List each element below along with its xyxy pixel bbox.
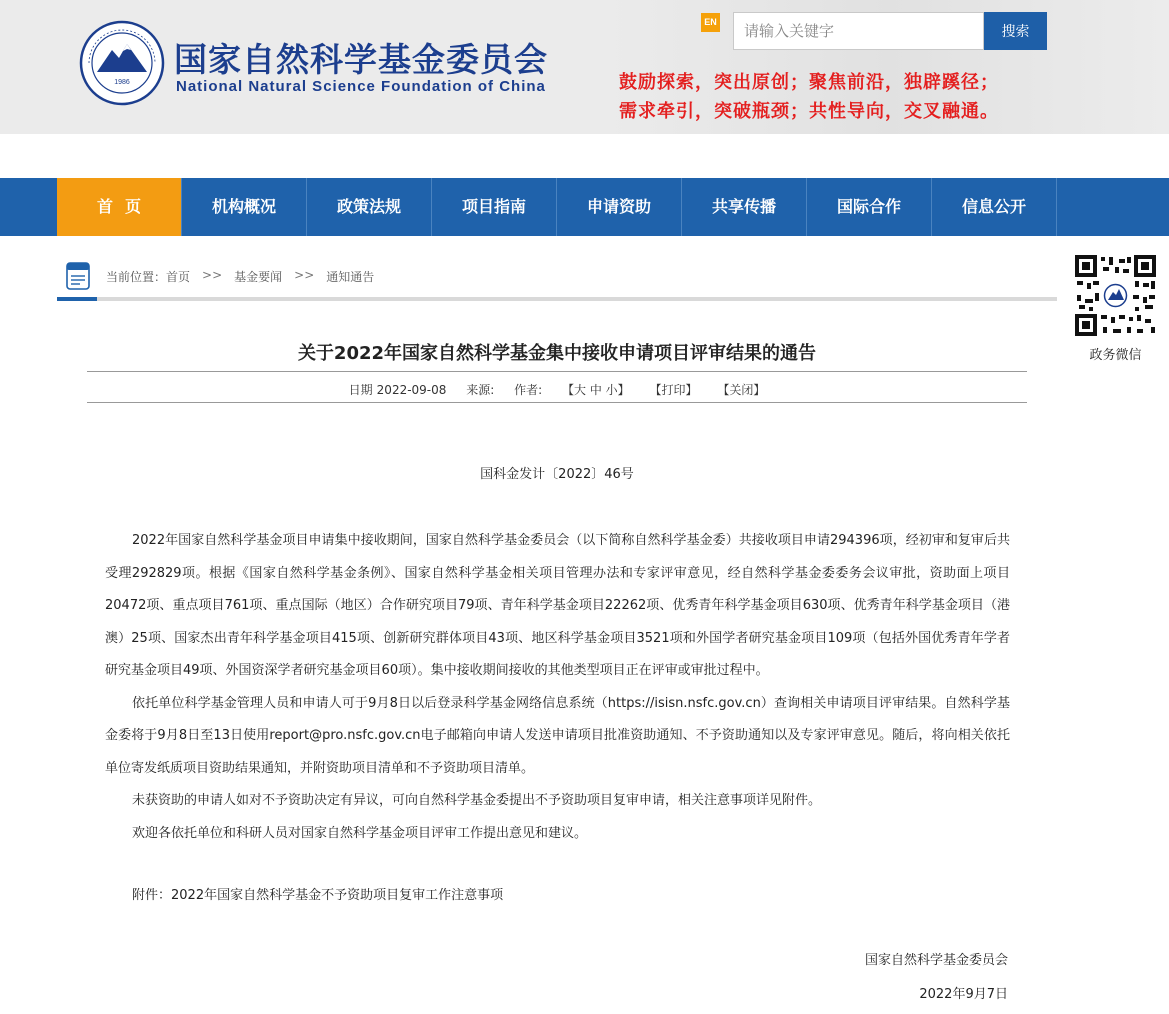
- nav-item-about[interactable]: 机构概况: [182, 178, 307, 236]
- breadcrumb-news[interactable]: 基金要闻: [234, 270, 283, 284]
- location-doc-icon: [66, 262, 90, 290]
- slogan-line-2: 需求牵引，突破瓶颈；共性导向，交叉融通。: [619, 101, 999, 122]
- search-button[interactable]: 搜索: [984, 12, 1047, 50]
- signature-date: 2022年9月7日: [919, 987, 1008, 1002]
- signature: 国家自然科学基金委员会: [864, 953, 1008, 968]
- emblem-year: 1986: [114, 79, 130, 86]
- wechat-qr-code-icon[interactable]: [1075, 255, 1156, 336]
- site-header: [0, 0, 1169, 134]
- qr-label: 政务微信: [1089, 348, 1142, 363]
- meta-author-label: 作者:: [514, 383, 543, 397]
- font-size-control[interactable]: 【大 中 小】: [562, 383, 630, 397]
- article-paragraph: 2022年国家自然科学基金项目申请集中接收期间，国家自然科学基金委员会（以下简称自然科学基金委）共接收项目申请294396项，经初审和复审后共受理292829项。根据《国家自然科学基金条例》、国家自然科学基金相关项目管理办法和专家评审意见，经自然科学基金委委务会议审批，资助面上项目20472项、重点项目761项、重点国际（地区）合作研究项目79项、青年科学基金项目22262项、优秀青年科学基金项目630项、优秀青年科学基金项目（港澳）25项、国家杰出青年科学基金项目415项、创新研究群体项目43项、地区科学基金项目3521项和外国学者研究基金项目109项（包括外国优秀青年学者研究基金项目49项、外国资深学者研究基金项目60项）。集中接收期间接收的其他类型项目正在评审或审批过程中。: [105, 533, 1010, 678]
- article-paragraph: 欢迎各依托单位和科研人员对国家自然科学基金项目评审工作提出意见和建议。: [132, 825, 588, 841]
- document-number: 国科金发计〔2022〕46号: [480, 467, 634, 482]
- nav-item-share[interactable]: 共享传播: [682, 178, 807, 236]
- attachment-link[interactable]: 附件：2022年国家自然科学基金不予资助项目复审工作注意事项: [132, 888, 504, 903]
- org-name-en[interactable]: National Natural Science Foundation of China: [176, 78, 546, 95]
- close-link[interactable]: 【关闭】: [717, 383, 766, 397]
- nav-list: [57, 178, 1057, 236]
- nav-item-disclosure[interactable]: 信息公开: [932, 178, 1057, 236]
- article-title: 关于2022年国家自然科学基金集中接收申请项目评审结果的通告: [297, 343, 817, 364]
- nav-item-guide[interactable]: 项目指南: [432, 178, 557, 236]
- breadcrumb-home[interactable]: 首页: [166, 270, 191, 284]
- breadcrumb-divider-accent: [57, 297, 97, 301]
- meta-date-label: 日期: [348, 383, 373, 397]
- english-version-link[interactable]: EN: [701, 13, 720, 32]
- nav-item-policy[interactable]: 政策法规: [307, 178, 432, 236]
- slogan-line-1: 鼓励探索，突出原创；聚焦前沿，独辟蹊径；: [619, 72, 999, 93]
- article-meta: [87, 381, 1027, 398]
- article-paragraph: 未获资助的申请人如对不予资助决定有异议，可向自然科学基金委提出不予资助项目复审申请，相关注意事项详见附件。: [132, 793, 822, 808]
- meta-date-value: 2022-09-08: [376, 383, 447, 397]
- breadcrumb-notices[interactable]: 通知通告: [326, 270, 375, 284]
- search-input[interactable]: [733, 12, 984, 50]
- meta-divider-top: [87, 371, 1027, 372]
- meta-date: [349, 383, 447, 397]
- nsfc-emblem-icon[interactable]: [79, 20, 165, 106]
- breadcrumb: [106, 268, 374, 285]
- article-paragraph: 依托单位科学基金管理人员和申请人可于9月8日以后登录科学基金网络信息系统（https://isisn.nsfc.gov.cn）查询相关申请项目评审结果。自然科学基金委将于9月8日至13日使用report@pro.nsfc.gov.cn电子邮箱向申请人发送申请项目批准资助通知、不予资助通知以及专家评审意见。随后，将向相关依托单位寄发纸质项目资助结果通知，并附资助项目清单和不予资助项目清单。: [105, 695, 1010, 776]
- breadcrumb-divider: [57, 297, 1057, 301]
- meta-source-label: 来源:: [466, 383, 495, 397]
- article-body: [105, 525, 1010, 850]
- nav-item-apply[interactable]: 申请资助: [557, 178, 682, 236]
- main-nav: [0, 178, 1169, 236]
- nav-item-home[interactable]: 首页: [57, 178, 182, 236]
- print-link[interactable]: 【打印】: [649, 383, 698, 397]
- nav-item-international[interactable]: 国际合作: [807, 178, 932, 236]
- breadcrumb-separator: >>: [202, 268, 223, 282]
- meta-divider-bottom: [87, 402, 1027, 403]
- org-name-cn[interactable]: 国家自然科学基金委员会: [174, 40, 548, 79]
- breadcrumb-separator: >>: [294, 268, 315, 282]
- breadcrumb-prefix: 当前位置：: [106, 270, 167, 284]
